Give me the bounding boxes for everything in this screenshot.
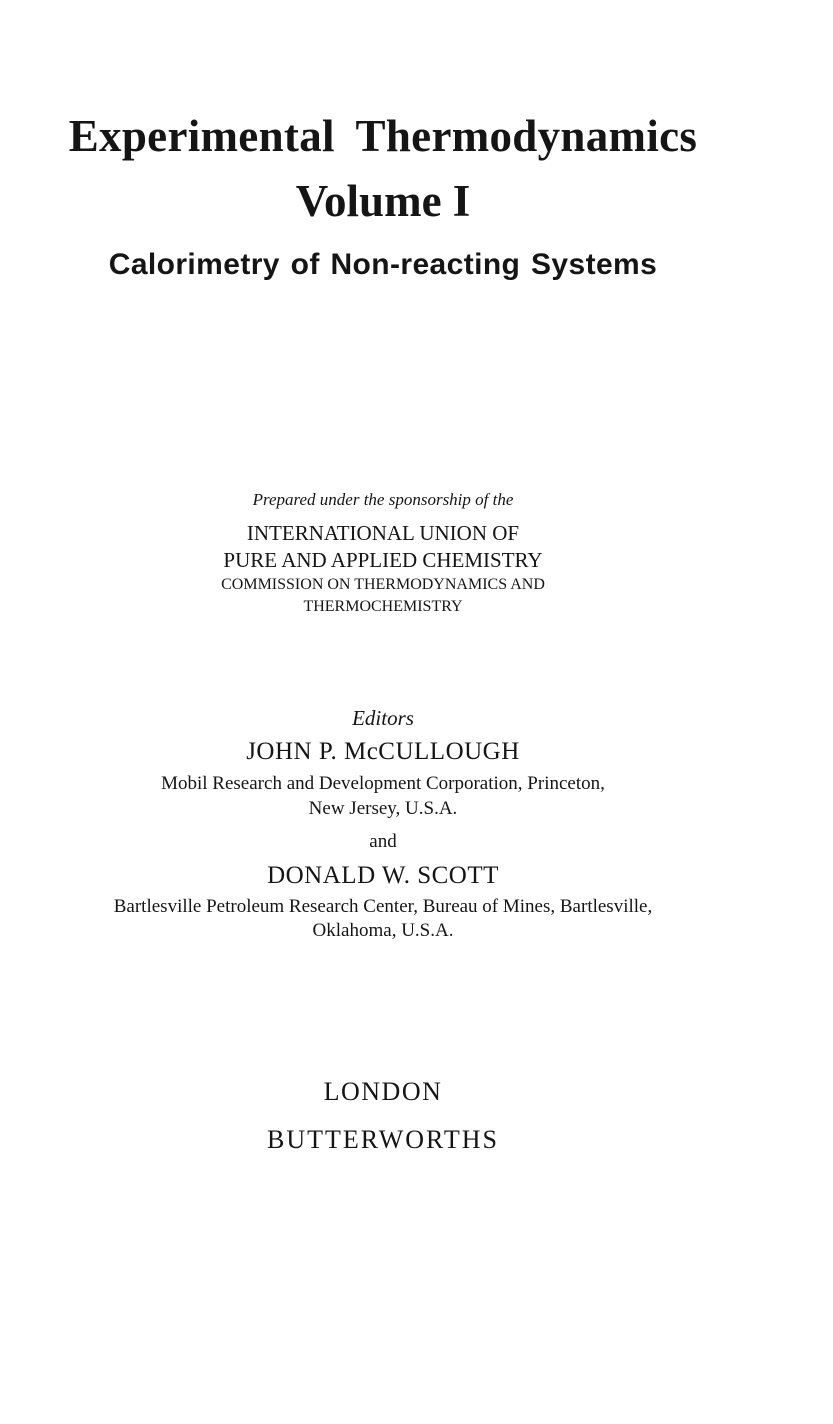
publisher-name: BUTTERWORTHS (267, 1125, 499, 1154)
publisher-city: LONDON (323, 1077, 443, 1106)
sponsor-line: INTERNATIONAL UNION OF (246, 521, 520, 545)
volume-number: Volume I (295, 176, 471, 226)
editors-label: Editors (352, 706, 414, 730)
sponsor-line: THERMOCHEMISTRY (303, 598, 463, 615)
editor-affiliation: Mobil Research and Development Corporation, Princeton, (161, 773, 605, 794)
editor-name: DONALD W. SCOTT (267, 862, 499, 889)
editors-conjunction: and (369, 831, 397, 852)
sponsor-line: PURE AND APPLIED CHEMISTRY (223, 548, 543, 572)
sponsor-line: COMMISSION ON THERMODYNAMICS AND (221, 576, 545, 593)
sponsorship-intro: Prepared under the sponsorship of the (252, 490, 514, 509)
editor-affiliation: Bartlesville Petroleum Research Center, Bureau of Mines, Bartlesville, (113, 896, 653, 917)
editor-name: JOHN P. McCULLOUGH (246, 738, 520, 765)
editor-affiliation: New Jersey, U.S.A. (308, 798, 458, 819)
book-subtitle: Calorimetry of Non-reacting Systems (108, 248, 658, 281)
editor-affiliation: Oklahoma, U.S.A. (312, 920, 454, 941)
book-title: Experimental Thermodynamics (68, 111, 698, 161)
